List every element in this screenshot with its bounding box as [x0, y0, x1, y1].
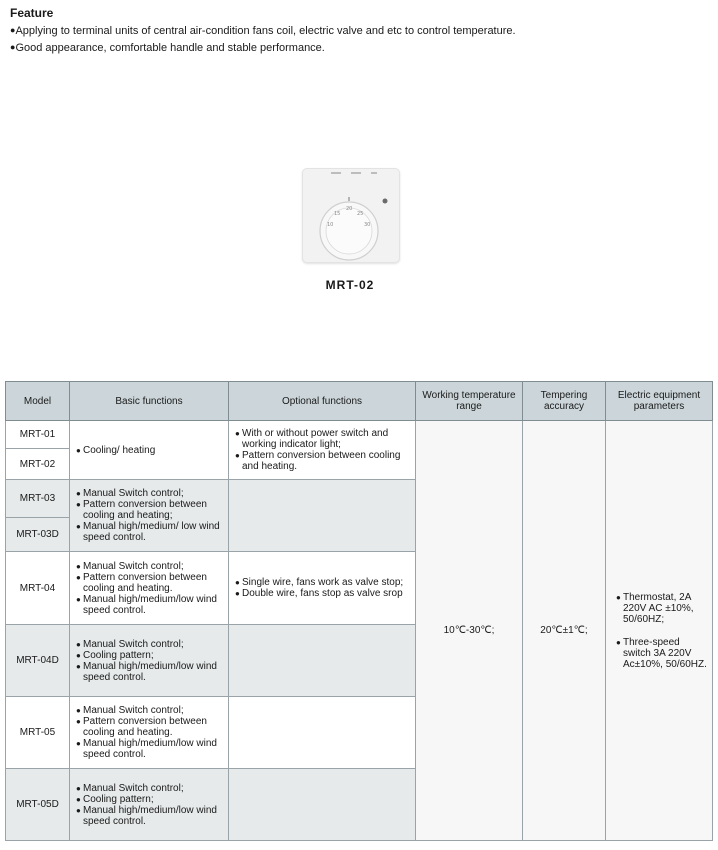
optional-functions-cell [229, 552, 416, 625]
svg-text:20: 20 [346, 206, 353, 212]
bullet-icon: ● [235, 578, 240, 587]
header-model: Model [6, 382, 70, 421]
table-header-row [6, 382, 713, 421]
electric-parameters-cell [606, 421, 713, 841]
function-item: ● Cooling pattern; [76, 793, 154, 805]
optional-functions-cell [229, 625, 416, 697]
optional-functions-cell [229, 769, 416, 841]
feature-title: Feature [10, 6, 54, 20]
model-cell: MRT-03D [6, 518, 70, 552]
svg-text:10: 10 [327, 222, 334, 228]
model-cell: MRT-05 [6, 697, 70, 769]
bullet-icon: ● [76, 805, 81, 815]
bullet-icon: ● [76, 594, 81, 604]
bullet-icon: ● [76, 572, 81, 582]
bullet-icon: ● [235, 451, 240, 460]
basic-functions-cell [70, 625, 229, 697]
bullet-icon: ● [235, 589, 240, 598]
bullet-icon: ● [76, 639, 81, 649]
basic-functions-cell [70, 421, 229, 480]
model-cell: MRT-05D [6, 769, 70, 841]
function-item: ● Manual high/medium/low wind speed control. [76, 593, 217, 616]
svg-text:30: 30 [364, 222, 371, 228]
bullet-icon: ● [76, 561, 81, 571]
product-caption: MRT-02 [325, 278, 375, 292]
table-row [6, 421, 713, 449]
basic-functions-cell [70, 769, 229, 841]
header-temperature-range: Working temperature range [416, 382, 523, 421]
feature-line: ●Good appearance, comfortable handle and stable performance. [10, 42, 325, 54]
feature-line: ●Applying to terminal units of central air-condition fans coil, electric valve and etc to control temperature. [10, 25, 516, 37]
electric-item: ● Three-speed switch 3A 220V Ac±10%, 50/60HZ. [616, 636, 707, 670]
function-item: ● Pattern conversion between cooling and heating. [76, 571, 207, 594]
model-cell: MRT-01 [6, 421, 70, 449]
model-cell: MRT-04D [6, 625, 70, 697]
bullet-icon: ● [76, 794, 81, 804]
function-item: ● Manual Switch control; [76, 705, 184, 716]
model-cell: MRT-03 [6, 480, 70, 518]
bullet-icon: ● [76, 717, 81, 726]
header-electric-parameters: Electric equipment parameters [606, 382, 713, 421]
function-item: ● Single wire, fans work as valve stop; [235, 577, 404, 588]
function-item: ● Manual high/medium/low wind speed control. [76, 804, 217, 827]
header-optional-functions: Optional functions [229, 382, 416, 421]
function-item: ● Pattern conversion between cooling and heating. [76, 716, 207, 738]
function-item: ● Pattern conversion between cooling and heating; [76, 499, 207, 521]
svg-text:15: 15 [334, 211, 341, 217]
function-item: ● Manual Switch control; [76, 488, 184, 499]
model-cell: MRT-02 [6, 449, 70, 480]
function-item: ● Pattern conversion between cooling and heating. [235, 450, 401, 472]
header-basic-functions: Basic functions [70, 382, 229, 421]
function-item: ● Manual Switch control; [76, 638, 184, 650]
function-item: ● Cooling pattern; [76, 649, 154, 661]
feature-section [10, 6, 516, 56]
basic-functions-cell [70, 552, 229, 625]
bullet-icon: ● [76, 489, 81, 498]
temperature-range-cell: 10℃-30℃; [416, 421, 523, 841]
basic-functions-cell [70, 697, 229, 769]
bullet-icon: ● [76, 661, 81, 671]
bullet-icon: ● [10, 42, 16, 52]
function-item: ● Double wire, fans stop as valve srop [235, 588, 403, 599]
bullet-icon: ● [76, 706, 81, 715]
optional-functions-cell [229, 697, 416, 769]
bullet-icon: ● [76, 783, 81, 793]
bullet-icon: ● [76, 522, 81, 531]
bullet-icon: ● [76, 650, 81, 660]
electric-item: ● Thermostat, 2A 220V AC ±10%, 50/60HZ; [616, 591, 694, 625]
accuracy-cell: 20℃±1℃; [523, 421, 606, 841]
bullet-icon: ● [10, 25, 16, 35]
function-item: ● Manual high/medium/low wind speed control. [76, 660, 217, 683]
function-item: ● Manual high/medium/low wind speed control. [76, 738, 217, 760]
bullet-icon: ● [616, 592, 621, 602]
bullet-icon: ● [235, 429, 240, 438]
function-item: ● Manual Switch control; [76, 782, 184, 794]
function-item: ● Manual high/medium/ low wind speed control. [76, 521, 220, 543]
bullet-icon: ● [76, 739, 81, 748]
optional-functions-cell [229, 480, 416, 552]
function-item: ● Cooling/ heating [76, 444, 156, 456]
model-cell: MRT-04 [6, 552, 70, 625]
thermostat-illustration [303, 169, 399, 262]
header-accuracy: Tempering accuracy [523, 382, 606, 421]
bullet-icon: ● [76, 500, 81, 509]
spec-table [5, 381, 713, 841]
basic-functions-cell [70, 480, 229, 552]
function-item: ● Manual Switch control; [76, 560, 184, 572]
optional-functions-cell [229, 421, 416, 480]
svg-text:25: 25 [357, 211, 364, 217]
product-image-thermostat [302, 168, 400, 263]
bullet-icon: ● [616, 637, 621, 647]
function-item: ● With or without power switch and working indicator light; [235, 428, 389, 450]
bullet-icon: ● [76, 445, 81, 455]
